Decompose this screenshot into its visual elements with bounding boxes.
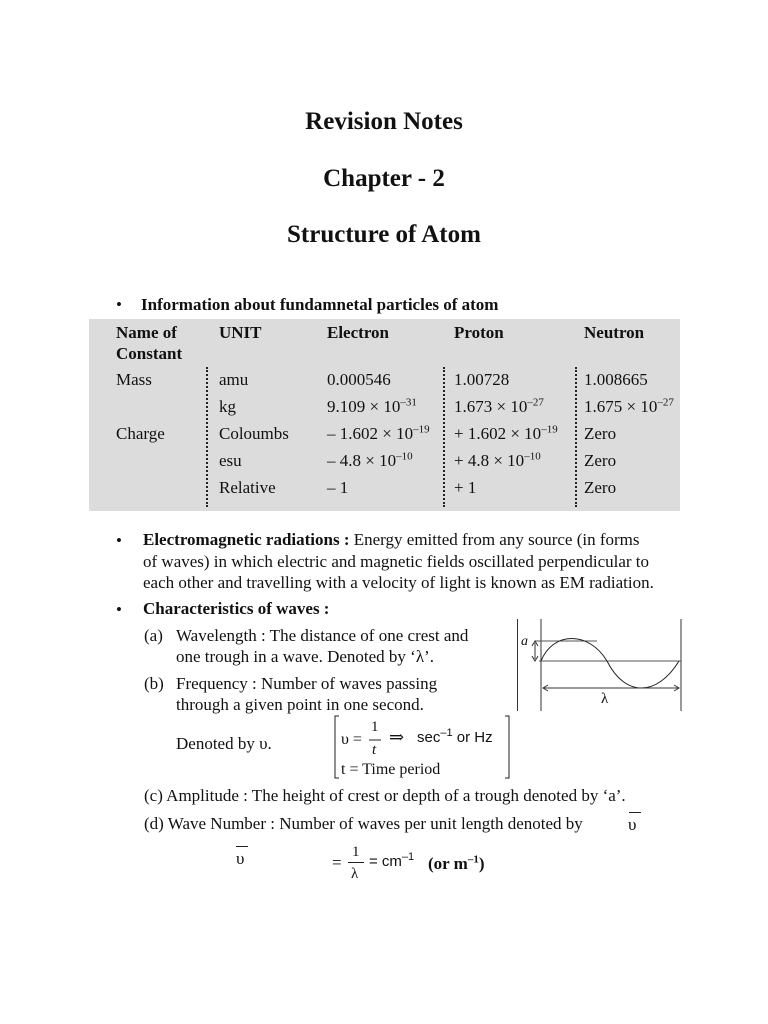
bullet: • [116, 295, 122, 314]
wn-alt-unit: (or $m^{-1}$) [428, 853, 485, 873]
fraction-bar [348, 862, 364, 863]
waves-heading: Characteristics of waves : [143, 599, 330, 618]
row-unit: amu [219, 370, 249, 389]
time-period-def: t = Time period [341, 761, 441, 778]
wavelength-line1: Wavelength : The distance of one crest and [176, 626, 469, 645]
table-heading: Information about fundamnetal particles of atom [141, 295, 499, 314]
frequency-line1: Frequency : Number of waves passing [176, 674, 438, 693]
wave-number-line: (d) Wave Number : Number of waves per unit length denoted by [144, 814, 583, 833]
chapter-title: Chapter - 2 [323, 165, 445, 192]
freq-numerator: 1 [371, 719, 379, 735]
freq-unit: $\sec^{-1}$ or Hz [417, 727, 493, 746]
neutron-value: $1.675 \times 10^{-27}$ [584, 396, 674, 416]
electron-value: $9.109 \times 10^{-31}$ [327, 396, 417, 416]
frequency-formula [333, 714, 511, 780]
col-header-name-line1: Name of [116, 323, 177, 342]
item-a-label: (a) [144, 626, 163, 645]
col-header-name-line2: Constant [116, 344, 183, 363]
neutron-value: 1.008665 [584, 370, 648, 389]
bullet: • [116, 600, 122, 619]
column-divider [443, 367, 445, 507]
neutron-value: Zero [584, 424, 617, 443]
wave-svg [517, 619, 683, 711]
chapter-subtitle: Structure of Atom [287, 221, 481, 248]
wn-numerator: 1 [352, 844, 360, 860]
freq-denominator: t [372, 742, 377, 758]
row-name: Charge [116, 424, 165, 443]
col-header-proton: Proton [454, 323, 504, 342]
em-line2: of waves) in which electric and magnetic fields oscillated perpendicular to [143, 552, 650, 571]
column-divider [206, 367, 208, 507]
wn-unit: = $cm^{-1}$ [369, 851, 415, 870]
particles-table [89, 319, 680, 511]
row-unit: esu [219, 451, 242, 470]
electron-value: – $4.8 \times 10^{-10}$ [327, 450, 413, 470]
overline [236, 846, 248, 847]
electron-value: – 1 [327, 478, 349, 497]
row-name: Mass [116, 370, 152, 389]
proton-value: + $4.8 \times 10^{-10}$ [454, 450, 541, 470]
proton-value: + 1 [454, 478, 477, 497]
wavelength-line2: one trough in a wave. Denoted by ‘λ’. [176, 647, 434, 666]
row-unit: kg [219, 397, 236, 416]
wn-symbol: υ [236, 848, 244, 869]
row-unit: Relative [219, 478, 276, 497]
proton-value: $1.673 \times 10^{-27}$ [454, 396, 544, 416]
denoted-by-text: Denoted by υ. [176, 734, 272, 753]
em-line3: each other and travelling with a velocity of light is known as EM radiation. [143, 573, 654, 592]
bullet: • [116, 531, 122, 550]
electron-value: – $1.602 \times 10^{-19}$ [327, 423, 430, 443]
neutron-value: Zero [584, 478, 617, 497]
proton-value: 1.00728 [454, 370, 510, 389]
wavelength-label: λ [601, 691, 609, 707]
em-label: Electromagnetic radiations : [143, 530, 350, 549]
row-unit: Coloumbs [219, 424, 289, 443]
overline [629, 812, 641, 813]
col-header-unit: UNIT [219, 323, 262, 342]
frequency-line2: through a given point in one second. [176, 695, 424, 714]
implies-icon: ⇒ [389, 727, 405, 747]
col-header-electron: Electron [327, 323, 390, 342]
col-header-neutron: Neutron [584, 323, 645, 342]
proton-value: + $1.602 \times 10^{-19}$ [454, 423, 558, 443]
wave-diagram [517, 619, 683, 711]
em-line1: Electromagnetic radiations : Energy emitted from any source (in forms [143, 530, 640, 549]
electron-value: 0.000546 [327, 370, 391, 389]
wn-denominator: λ [351, 866, 359, 882]
wave-number-symbol: υ [628, 814, 636, 835]
neutron-value: Zero [584, 451, 617, 470]
item-b-label: (b) [144, 674, 164, 693]
column-divider [575, 367, 577, 507]
amplitude-line: (c) Amplitude : The height of crest or depth of a trough denoted by ‘a’. [144, 786, 626, 805]
wn-equals: = [332, 853, 342, 872]
freq-lhs: υ = [341, 731, 362, 748]
amplitude-label: a [521, 634, 528, 649]
page-title: Revision Notes [305, 108, 463, 135]
